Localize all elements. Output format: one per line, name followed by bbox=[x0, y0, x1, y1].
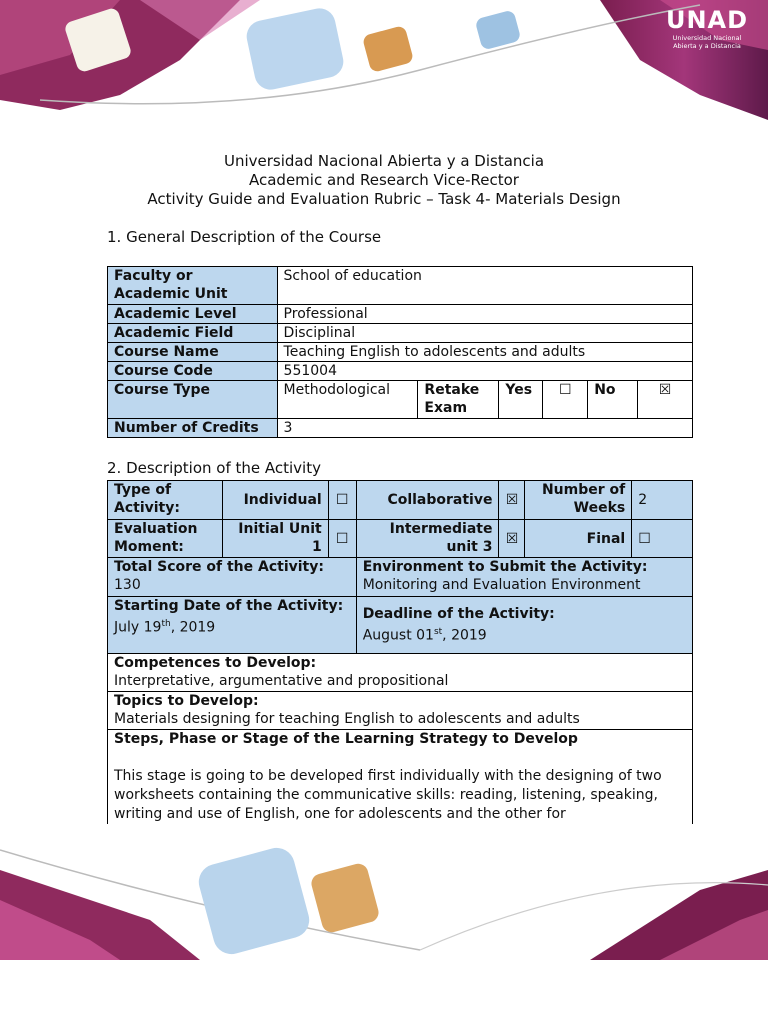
steps-label: Steps, Phase or Stage of the Learning Strategy to Develop bbox=[114, 731, 578, 747]
competences-value: Interpretative, argumentative and propositional bbox=[114, 673, 449, 689]
total-score-value: 130 bbox=[114, 577, 141, 593]
title-line-1: Universidad Nacional Abierta y a Distancia bbox=[223, 152, 545, 170]
course-name-label: Course Name bbox=[108, 343, 278, 362]
competences-cell bbox=[108, 654, 693, 692]
deadline-label: Deadline of the Activity: bbox=[362, 606, 555, 623]
initial-label: Initial Unit 1 bbox=[222, 520, 328, 558]
retake-exam-label: Retake Exam bbox=[418, 381, 499, 419]
deadline-cell bbox=[356, 597, 692, 654]
number-of-weeks-label: Number of Weeks bbox=[525, 481, 632, 520]
no-label: No bbox=[588, 381, 638, 419]
deadline-value: August 01st, 2019 bbox=[362, 627, 487, 644]
topics-value: Materials designing for teaching English to adolescents and adults bbox=[114, 711, 580, 727]
title-line-3: Activity Guide and Evaluation Rubric – Task 4- Materials Design bbox=[147, 190, 621, 208]
starting-date-cell bbox=[108, 597, 357, 654]
final-label: Final bbox=[525, 520, 632, 558]
yes-label: Yes bbox=[499, 381, 543, 419]
unad-logo bbox=[664, 6, 750, 50]
logo-subtitle-1: Universidad Nacional bbox=[672, 34, 742, 42]
page-gap bbox=[0, 960, 768, 1024]
yes-checkbox[interactable]: ☐ bbox=[543, 381, 588, 419]
faculty-label: Faculty or Academic Unit bbox=[108, 267, 278, 305]
topics-label: Topics to Develop: bbox=[114, 693, 259, 709]
final-checkbox[interactable]: ☐ bbox=[632, 520, 693, 558]
credits-label: Number of Credits bbox=[108, 419, 278, 438]
total-score-cell bbox=[108, 558, 357, 597]
logo-subtitle-2: Abierta y a Distancia bbox=[673, 42, 741, 50]
type-of-activity-label: Type of Activity: bbox=[108, 481, 223, 520]
number-of-weeks-value: 2 bbox=[632, 481, 693, 520]
topics-cell bbox=[108, 692, 693, 730]
section-1-heading: 1. General Description of the Course bbox=[107, 228, 382, 246]
field-label: Academic Field bbox=[108, 324, 278, 343]
individual-label: Individual bbox=[222, 481, 328, 520]
steps-text: This stage is going to be developed first individually with the designing of two worksheets containing the communicative skills: reading, listening, speaking, writing and use of English, one for adolescents and the other for bbox=[114, 768, 662, 822]
level-label: Academic Level bbox=[108, 305, 278, 324]
individual-checkbox[interactable]: ☐ bbox=[328, 481, 356, 520]
course-table bbox=[107, 266, 693, 438]
header-decoration bbox=[0, 0, 768, 130]
activity-table bbox=[107, 480, 693, 824]
course-type-label: Course Type bbox=[108, 381, 278, 419]
starting-date-value: July 19th, 2019 bbox=[114, 619, 216, 636]
field-value: Disciplinal bbox=[277, 324, 692, 343]
collaborative-checkbox[interactable]: ☒ bbox=[499, 481, 525, 520]
collaborative-label: Collaborative bbox=[356, 481, 499, 520]
credits-value: 3 bbox=[277, 419, 692, 438]
footer-decoration bbox=[0, 830, 768, 960]
decor-tile-icon bbox=[475, 9, 522, 50]
book-icon bbox=[362, 25, 414, 73]
decor-tile-orange-icon bbox=[309, 862, 381, 935]
no-checkbox[interactable]: ☒ bbox=[638, 381, 693, 419]
course-code-label: Course Code bbox=[108, 362, 278, 381]
clipboard-icon bbox=[244, 5, 347, 92]
intermediate-label: Intermediate unit 3 bbox=[356, 520, 499, 558]
environment-value: Monitoring and Evaluation Environment bbox=[362, 577, 641, 593]
environment-cell bbox=[356, 558, 692, 597]
course-code-value: 551004 bbox=[277, 362, 692, 381]
competences-label: Competences to Develop: bbox=[114, 655, 317, 671]
document-title bbox=[0, 152, 768, 209]
section-2-heading: 2. Description of the Activity bbox=[107, 459, 321, 477]
title-line-2: Academic and Research Vice-Rector bbox=[249, 171, 519, 189]
course-name-value: Teaching English to adolescents and adults bbox=[277, 343, 692, 362]
faculty-value: School of education bbox=[277, 267, 692, 305]
intermediate-checkbox[interactable]: ☒ bbox=[499, 520, 525, 558]
steps-cell bbox=[108, 730, 693, 825]
decor-tile-blue-icon bbox=[195, 844, 313, 958]
logo-wordmark: UNAD bbox=[665, 6, 749, 34]
initial-checkbox[interactable]: ☐ bbox=[328, 520, 356, 558]
total-score-label: Total Score of the Activity: bbox=[114, 559, 324, 575]
course-type-value: Methodological bbox=[277, 381, 418, 419]
level-value: Professional bbox=[277, 305, 692, 324]
evaluation-moment-label: Evaluation Moment: bbox=[108, 520, 223, 558]
starting-date-label: Starting Date of the Activity: bbox=[114, 598, 344, 614]
environment-label: Environment to Submit the Activity: bbox=[362, 559, 648, 575]
